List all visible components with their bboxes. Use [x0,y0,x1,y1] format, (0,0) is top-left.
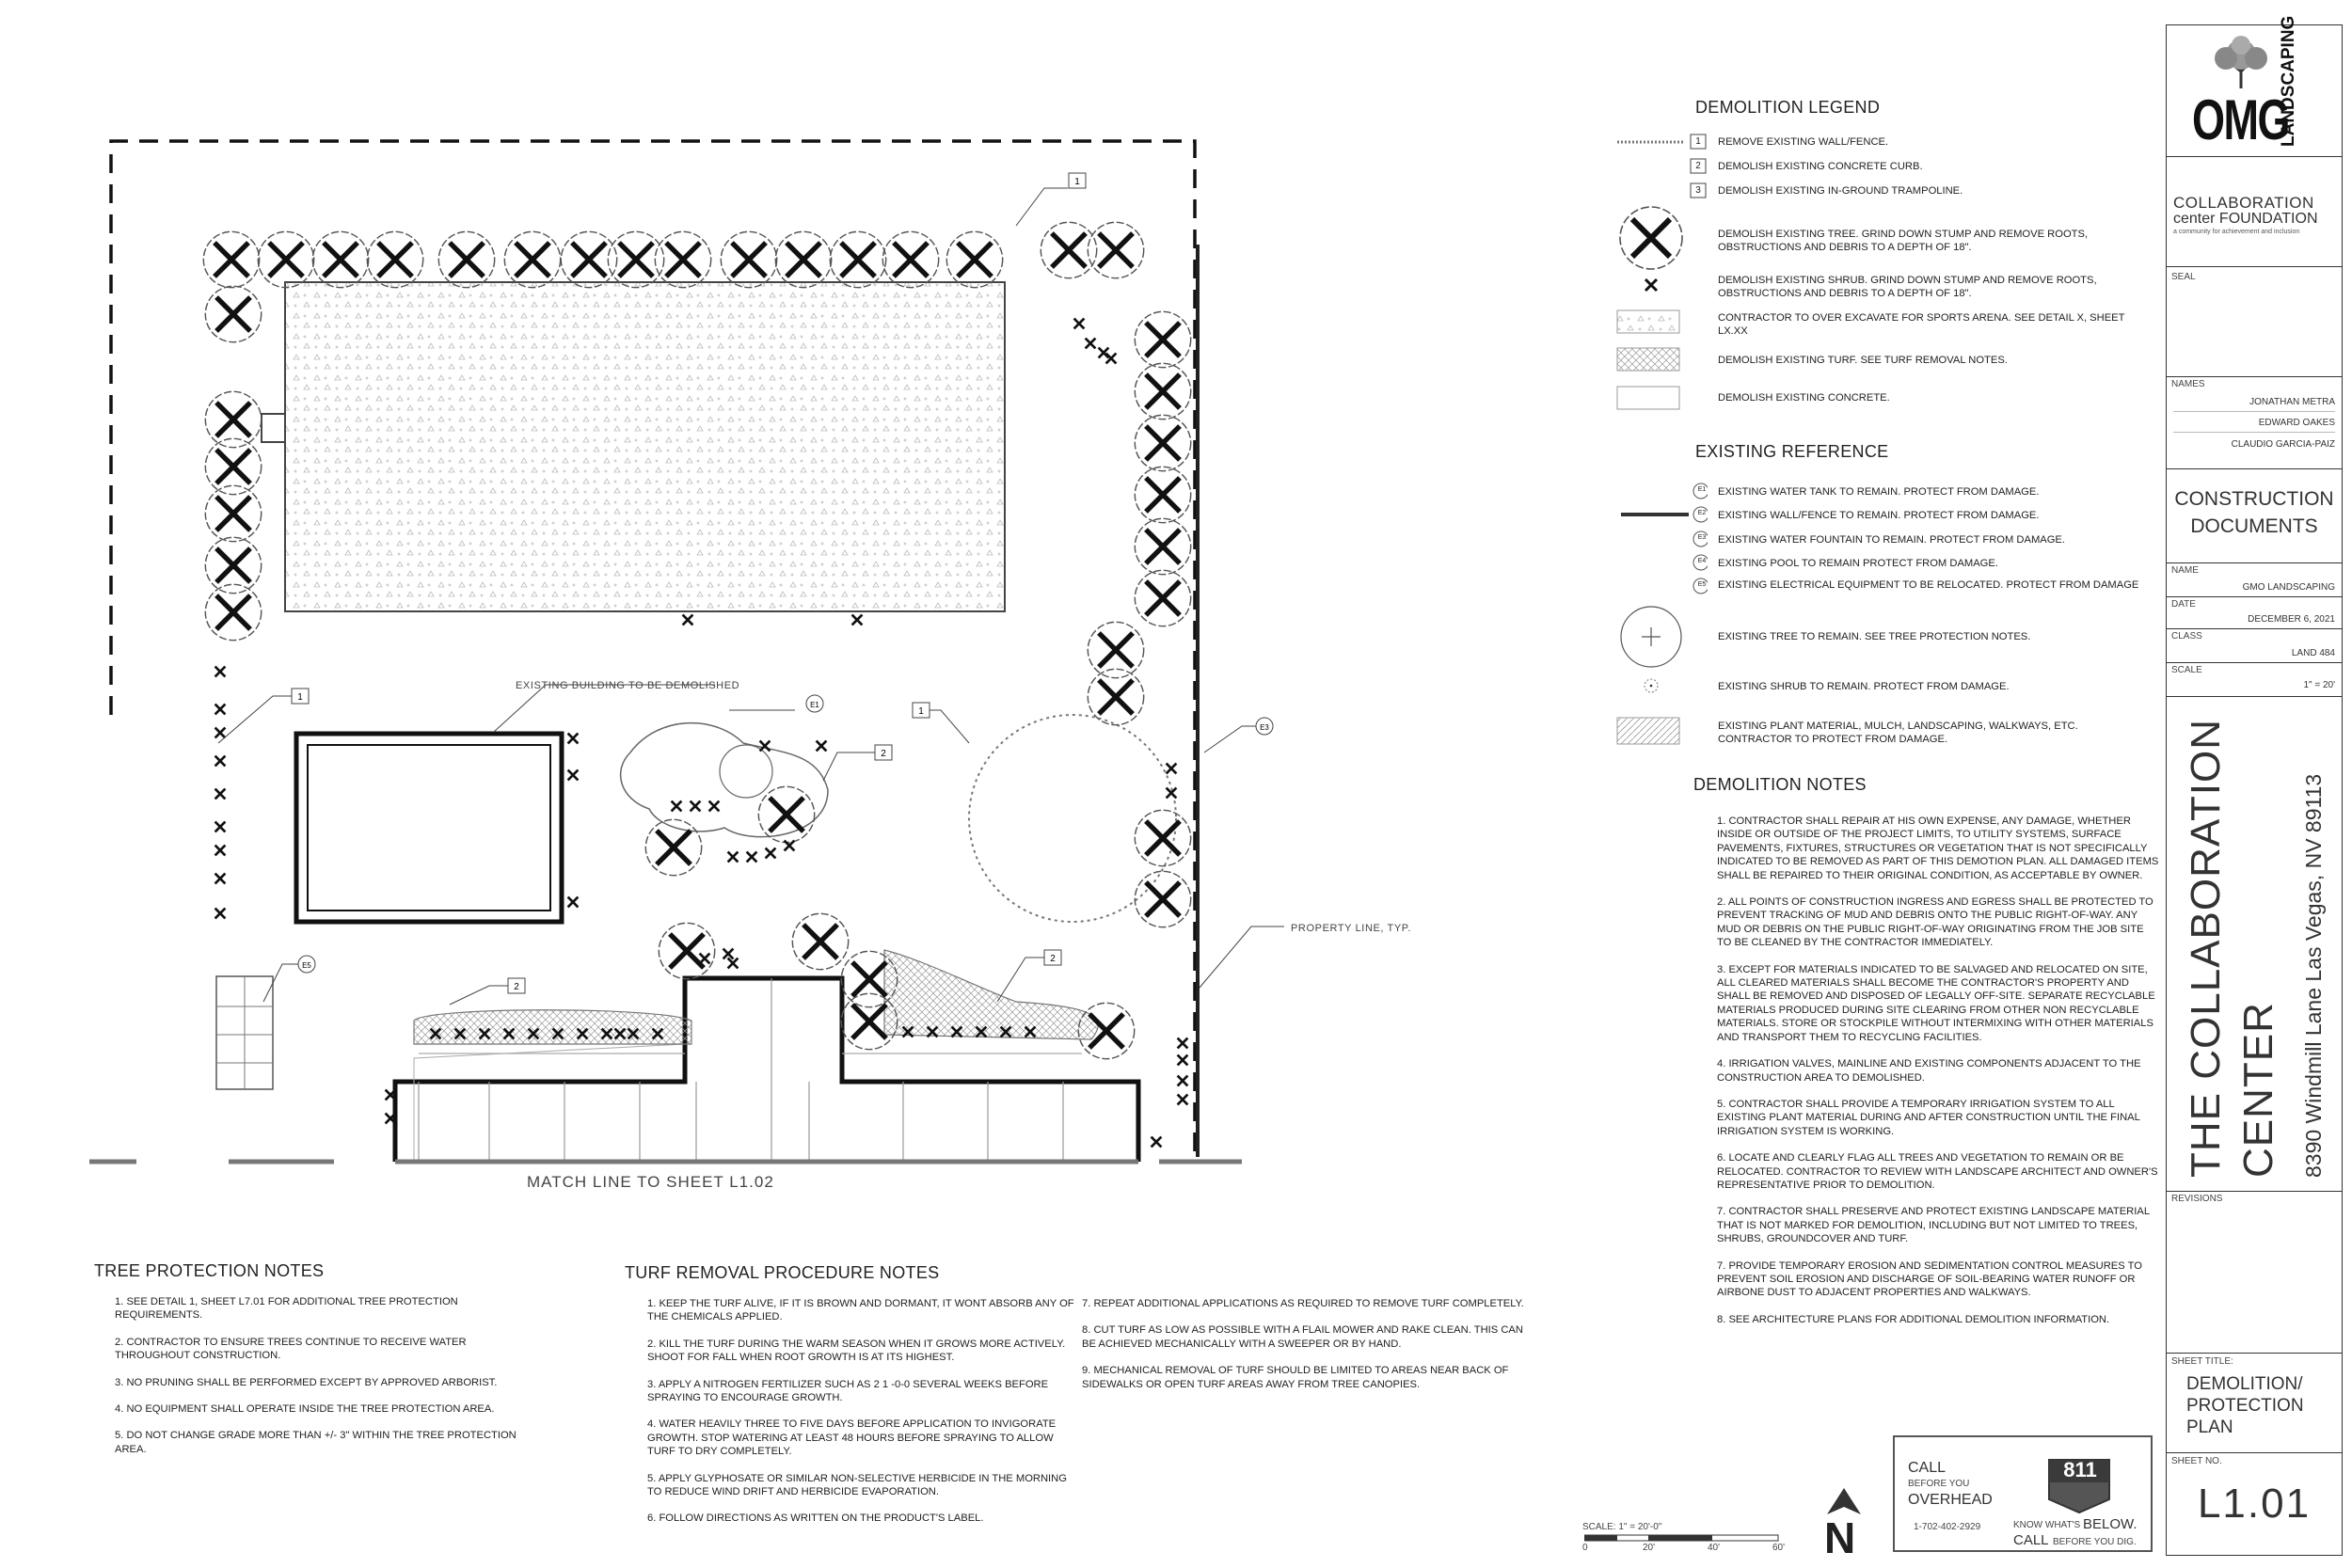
demolition-note: 7. PROVIDE TEMPORARY EROSION AND SEDIMENTATION CONTROL MEASURES TO PREVENT SOIL EROSION AND DISCHARGE OF SOIL-BEARING WATER RUNOFF OR AIRBONE DUST TO ADJACENT PROPERTIES AND WALKWAYS. [1717,1259,2142,1299]
seal-label: SEAL [2171,272,2196,282]
before-you-dig-text: BEFORE YOU DIG. [2053,1537,2137,1547]
turf-note: 4. WATER HEAVILY THREE TO FIVE DAYS BEFORE APPLICATION TO INVIGORATE GROWTH. STOP WATERING AT LEAST 48 HOURS BEFORE SPRAYING TO ALLOW TURF TO DRY COMPLETELY. [647,1418,1057,1458]
north-arrow-letter: N [1824,1513,1856,1562]
legend-key: 2 [1695,161,1701,171]
legend-key: 1 [1695,136,1701,147]
tree-logo-icon [2207,34,2277,90]
tree-row-north [203,222,1143,287]
tree-protection-note: 5. DO NOT CHANGE GRADE MORE THAN +/- 3" WITHIN THE TREE PROTECTION AREA. [115,1430,516,1455]
label-existing-building: EXISTING BUILDING TO BE DEMOLISHED [516,680,740,691]
svg-text:1: 1 [297,692,303,703]
demolition-note: 4. IRRIGATION VALVES, MAINLINE AND EXISTING COMPONENTS ADJACENT TO THE CONSTRUCTION AREA TO DEMOLISHED. [1717,1058,2141,1084]
omg-logo-text: OMG [2192,88,2289,151]
turf-note: 8. CUT TURF AS LOW AS POSSIBLE WITH A FLAIL MOWER AND RAKE CLEAN. THIS CAN BE ACHIEVED MECHANICALLY WITH A SWEEPER OR BY HAND. [1082,1324,1523,1350]
svg-text:2: 2 [881,749,886,759]
turf-note: 9. MECHANICAL REMOVAL OF TURF SHOULD BE LIMITED TO AREAS NEAR BACK OF SIDEWALKS OR OPEN TURF AREAS AWAY FROM TREE CANOPIES. [1082,1365,1509,1390]
scale-tick: 60' [1772,1543,1786,1553]
svg-text:2: 2 [514,982,519,992]
turf-note: 1. KEEP THE TURF ALIVE, IF IT IS BROWN AND DORMANT, IT WONT ABSORB ANY OF THE CHEMICALS APPLIED. [647,1298,1074,1323]
legend-item: DEMOLISH EXISTING TURF. SEE TURF REMOVAL NOTES. [1718,355,2008,366]
team-name: EDWARD OAKES [2258,418,2335,428]
scale-label: SCALE: 1" = 20'-0" [1582,1522,1662,1532]
811-logo-text: 811 [2063,1458,2097,1481]
call-box [1893,1435,2153,1552]
scale-tick: 40' [1708,1543,1721,1553]
turf-removal-col2 [1082,1297,1524,1404]
phase-title: CONSTRUCTION DOCUMENTS [2174,488,2334,537]
ref-key: E5 [1697,581,1707,588]
scale-value-tb: 1" = 20' [2303,680,2335,690]
sheet-title-label: SHEET TITLE: [2171,1356,2233,1367]
know-whats-text: KNOW WHAT'S [2013,1520,2081,1530]
tree-protection-note: 1. SEE DETAIL 1, SHEET L7.01 FOR ADDITIONAL TREE PROTECTION REQUIREMENTS. [115,1296,458,1322]
demolition-note: 8. SEE ARCHITECTURE PLANS FOR ADDITIONAL DEMOLITION INFORMATION. [1717,1313,2110,1325]
callout-e5 [298,956,315,973]
overhead-text: OVERHEAD [1908,1492,1993,1508]
label-property-line: PROPERTY LINE, TYP. [1291,923,1411,934]
call-text: CALL [1908,1460,1947,1476]
legend-item: DEMOLISH EXISTING SHRUB. GRIND DOWN STUMP AND REMOVE ROOTS, OBSTRUCTIONS AND DEBRIS TO A DEPTH OF 18". [1718,275,2097,299]
demolition-note: 2. ALL POINTS OF CONSTRUCTION INGRESS AND EGRESS SHALL BE PROTECTED TO PREVENT TRACKING OF MUD AND DEBRIS ONTO THE PUBLIC RIGHT-OF-WAY. ANY MUD OR DEBRIS ON THE PUBLIC RIGHT-OF-WAY ORIGINATING FROM THE JOB SITE TO BE CLEANED BY THE CONTRACTOR IMMEDIATELY. [1717,896,2153,949]
callout-tag [292,689,309,704]
callout-tag [913,703,930,718]
demolition-note: 7. CONTRACTOR SHALL PRESERVE AND PROTECT EXISTING LANDSCAPE MATERIAL THAT IS NOT MARKED FOR DEMOLITION, INCLUDING BUT NOT LIMITED TO TREES, SHRUBS, GROUNDCOVER AND TURF. [1717,1206,2150,1245]
demolition-note: 1. CONTRACTOR SHALL REPAIR AT HIS OWN EXPENSE, ANY DAMAGE, WHETHER INSIDE OR OUTSIDE OF THE PROJECT LIMITS, TO UTILITY SYSTEMS, SURFACE PAVEMENTS, FIXTURES, STRUCTURES OR VEGETATION THAT IS NOT SPECIFICALLY INDICATED TO BE REMOVED AS PART OF THIS DEMOTION PLAN. ALL DAMAGED ITEMS SHALL BE REPAIRED TO THEIR ORIGINAL CONDITION, AS ACCEPTABLE BY OWNER. [1717,816,2159,881]
tree-column-east [1078,311,1190,1058]
tree-protection-note: 3. NO PRUNING SHALL BE PERFORMED EXCEPT BY APPROVED ARBORIST. [115,1376,498,1388]
phone-number: 1-702-402-2929 [1914,1522,1981,1532]
reference-symbols [1613,475,1708,757]
date-label: DATE [2171,599,2196,610]
reference-item: EXISTING WATER FOUNTAIN TO REMAIN. PROTECT FROM DAMAGE. [1718,534,2065,546]
client-name-line2: center FOUNDATION [2173,211,2318,227]
tree-column-west [205,286,261,640]
names-label: NAMES [2171,379,2205,389]
demolition-notes-body [1717,815,2159,1339]
callout-e3 [1256,718,1273,735]
scale-bar [1584,1533,1791,1546]
team-name: CLAUDIO GARCIA-PAIZ [2231,439,2335,450]
turf-note: 5. APPLY GLYPHOSATE OR SIMILAR NON-SELECTIVE HERBICIDE IN THE MORNING TO REDUCE WIND DRIFT AND HERBICIDE EVAPORATION. [647,1472,1067,1498]
client-name-line1: COLLABORATION [2173,194,2314,212]
turf-removal-col1 [647,1297,1080,1539]
reference-item: EXISTING WATER TANK TO REMAIN. PROTECT FROM DAMAGE. [1718,486,2040,498]
legend-item: CONTRACTOR TO OVER EXCAVATE FOR SPORTS ARENA. SEE DETAIL X, SHEET LX.XX [1718,312,2125,337]
turf-note: 3. APPLY A NITROGEN FERTILIZER SUCH AS 2 1 -0-0 SEVERAL WEEKS BEFORE SPRAYING TO ENCOURAGE GROWTH. [647,1378,1049,1404]
callout-tag [875,745,892,760]
ref-key: E4 [1697,558,1707,564]
turf-note: 6. FOLLOW DIRECTIONS AS WRITTEN ON THE PRODUCT'S LABEL. [647,1513,984,1525]
scale-label-tb: SCALE [2171,665,2202,675]
legend-key: 3 [1695,185,1701,196]
sheet-no-label: SHEET NO. [2171,1456,2222,1466]
existing-building [296,734,562,922]
name-value: GMO LANDSCAPING [2242,582,2335,593]
ref-key: E2 [1697,510,1707,516]
reference-item: EXISTING SHRUB TO REMAIN. PROTECT FROM DAMAGE. [1718,681,2010,692]
svg-text:1: 1 [918,706,924,717]
legend-item: DEMOLISH EXISTING CONCRETE CURB. [1718,161,1923,172]
tree-protection-note: 2. CONTRACTOR TO ENSURE TREES CONTINUE TO RECEIVE WATER THROUGHOUT CONSTRUCTION. [115,1336,467,1362]
reference-item: EXISTING TREE TO REMAIN. SEE TREE PROTECTION NOTES. [1718,631,2031,642]
legend-item: DEMOLISH EXISTING IN-GROUND TRAMPOLINE. [1718,185,1963,197]
reference-item: EXISTING PLANT MATERIAL, MULCH, LANDSCAPING, WALKWAYS, ETC. CONTRACTOR TO PROTECT FROM DAMAGE. [1718,721,2078,745]
svg-text:2: 2 [1050,954,1056,964]
call2-text: CALL [2013,1532,2049,1548]
callout-e1 [806,695,823,712]
reference-item: EXISTING ELECTRICAL EQUIPMENT TO BE RELOCATED. PROTECT FROM DAMAGE [1718,579,2139,591]
project-title: THE COLLABORATION CENTER [2183,718,2281,1178]
callout-tag [1069,173,1086,188]
turf-removal-title: TURF REMOVAL PROCEDURE NOTES [625,1263,940,1282]
demolition-notes-title: DEMOLITION NOTES [1693,775,1867,794]
match-line-label: MATCH LINE TO SHEET L1.02 [527,1173,774,1191]
ref-key: E1 [1697,486,1707,493]
demolition-note: 5. CONTRACTOR SHALL PROVIDE A TEMPORARY IRRIGATION SYSTEM TO ALL EXISTING PLANT MATERIAL DURING AND AFTER CONSTRUCTION UNTIL THE FINAL IRRIGATION SYSTEM IS WORKING. [1717,1098,2140,1137]
class-label: CLASS [2171,631,2202,641]
reference-item: EXISTING POOL TO REMAIN PROTECT FROM DAMAGE. [1718,558,1998,569]
tree-protection-note: 4. NO EQUIPMENT SHALL OPERATE INSIDE THE TREE PROTECTION AREA. [115,1403,495,1416]
tree-protection-body [115,1295,519,1469]
tree-protection-title: TREE PROTECTION NOTES [94,1261,325,1280]
date-value: DECEMBER 6, 2021 [2248,614,2335,625]
project-address: 8390 Windmill Lane Las Vegas, NV 89113 [2301,773,2326,1178]
landscaping-logo-text: LANDSCAPING [2279,15,2298,147]
revisions-label: REVISIONS [2171,1194,2223,1204]
callout-tag [1044,950,1061,965]
svg-text:E1: E1 [810,701,819,709]
class-value: LAND 484 [2291,648,2335,658]
callout-tag [508,978,525,993]
scale-tick: 0 [1582,1543,1588,1553]
scale-tick: 20' [1643,1543,1656,1553]
demolition-note: 6. LOCATE AND CLEARLY FLAG ALL TREES AND VEGETATION TO REMAIN OR BE RELOCATED. CONTRACTOR TO REVIEW WITH LANDSCAPE ARCHITECT AND OWNER'S REPRESENTATIVE PRIOR TO DEMOLITION. [1717,1152,2158,1191]
sheet-title: DEMOLITION/ PROTECTION PLAN [2186,1374,2304,1437]
name-label: NAME [2171,565,2199,576]
existing-reference-title: EXISTING REFERENCE [1695,442,1889,461]
svg-text:E5: E5 [302,961,311,970]
demolition-note: 3. EXCEPT FOR MATERIALS INDICATED TO BE SALVAGED AND RELOCATED ON SITE, ALL CLEARED MATERIALS SHALL BECOME THE CONTRACTOR'S PROPERTY AND SHALL BE REMOVED AND DISPOSED OF LEGALLY OFF-SITE. SEPARATE RECYCLABLE MATERIALS PRODUCED DURING SITE CLEARING FROM OTHER NON RECYCLABLE MATERIALS. STORE OR STOCKPILE WITHOUT INTERMIXING WITH OTHER MATERIALS AND TRANSPORT THEM TO RECYCLING FACILITIES. [1717,963,2155,1043]
team-name: JONATHAN METRA [2249,397,2335,407]
reference-item: EXISTING WALL/FENCE TO REMAIN. PROTECT FROM DAMAGE. [1718,510,2040,521]
svg-text:E3: E3 [1260,723,1269,732]
legend-item: DEMOLISH EXISTING CONCRETE. [1718,392,1890,404]
sheet-number: L1.01 [2197,1481,2312,1527]
demolition-legend-title: DEMOLITION LEGEND [1695,98,1881,117]
svg-text:1: 1 [1074,177,1080,187]
before-you-text: BEFORE YOU [1908,1479,1970,1489]
turf-note: 7. REPEAT ADDITIONAL APPLICATIONS AS REQUIRED TO REMOVE TURF COMPLETELY. [1082,1298,1524,1309]
below-text: BELOW. [2083,1516,2137,1532]
legend-item: REMOVE EXISTING WALL/FENCE. [1718,136,1889,148]
turf-note: 2. KILL THE TURF DURING THE WARM SEASON WHEN IT GROWS MORE ACTIVELY. SHOOT FOR FALL WHEN ROOT GROWTH IS AT ITS HIGHEST. [647,1338,1066,1364]
legend-item: DEMOLISH EXISTING TREE. GRIND DOWN STUMP AND REMOVE ROOTS, OBSTRUCTIONS AND DEBRIS TO A DEPTH OF 18". [1718,229,2089,253]
client-tagline: a community for achievement and inclusion [2173,229,2300,235]
ref-key: E3 [1697,534,1707,541]
